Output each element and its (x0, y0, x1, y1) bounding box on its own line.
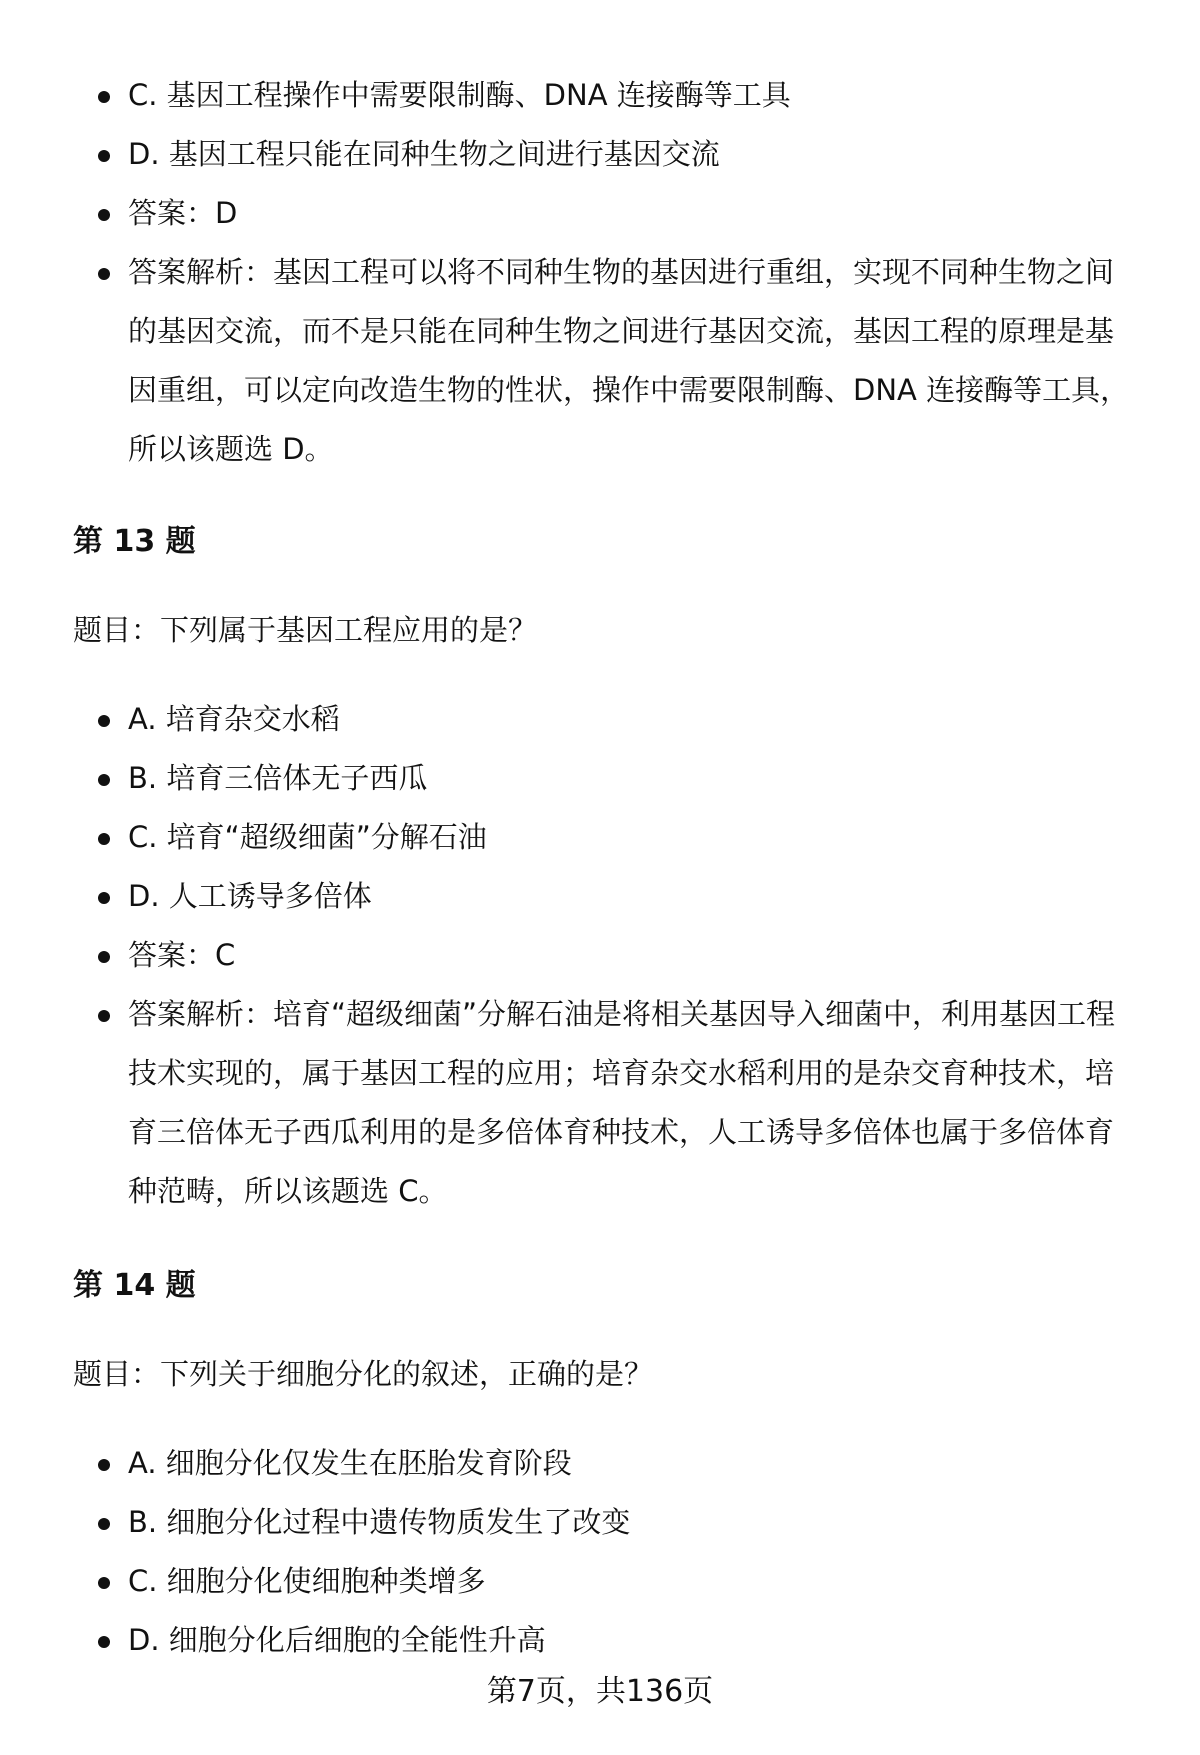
option-d-text: D. 细胞分化后细胞的全能性升高 (128, 1623, 546, 1657)
list-item (0, 867, 1200, 926)
list-item (0, 985, 1200, 1221)
question-14-prompt: 题目：下列关于细胞分化的叙述，正确的是？ (73, 1357, 654, 1391)
option-a-text: A. 细胞分化仅发生在胚胎发育阶段 (128, 1446, 572, 1480)
option-b-text: B. 培育三倍体无子西瓜 (128, 761, 428, 795)
question-13-prompt: 题目：下列属于基因工程应用的是？ (73, 613, 538, 647)
option-c-text: C. 培育“超级细菌”分解石油 (128, 820, 487, 854)
list-item (0, 1611, 1200, 1670)
bullet-icon (98, 951, 110, 963)
explanation-text: 答案解析：基因工程可以将不同种生物的基因进行重组，实现不同种生物之间的基因交流，而不是只能在同种生物之间进行基因交流，基因工程的原理是基因重组，可以定向改造生物的性状，操作中需要限制酶、DNA 连接酶等工具，所以该题选 D。 (128, 255, 1130, 466)
q12-continuation-list (0, 66, 1200, 479)
bullet-icon (98, 1636, 110, 1648)
bullet-icon (98, 1577, 110, 1589)
option-c-text: C. 基因工程操作中需要限制酶、DNA 连接酶等工具 (128, 78, 791, 112)
explanation-text: 答案解析：培育“超级细菌”分解石油是将相关基因导入细菌中，利用基因工程技术实现的，属于基因工程的应用；培育杂交水稻利用的是杂交育种技术，培育三倍体无子西瓜利用的是多倍体育种技术，人工诱导多倍体也属于多倍体育种范畴，所以该题选 C。 (128, 997, 1116, 1208)
option-b-text: B. 细胞分化过程中遗传物质发生了改变 (128, 1505, 631, 1539)
answer-text: 答案：D (128, 196, 238, 230)
list-item (0, 926, 1200, 985)
page-number: 第7页，共136页 (486, 1674, 714, 1709)
list-item (0, 1493, 1200, 1552)
bullet-icon (98, 1518, 110, 1530)
bullet-icon (98, 1010, 110, 1022)
bullet-icon (98, 833, 110, 845)
answer-text: 答案：C (128, 938, 236, 972)
option-a-text: A. 培育杂交水稻 (128, 702, 340, 736)
bullet-icon (98, 892, 110, 904)
bullet-icon (98, 715, 110, 727)
list-item (0, 66, 1200, 125)
question-13-options-list (0, 690, 1200, 1221)
question-13-heading: 第 13 题 (73, 524, 196, 559)
bullet-icon (98, 268, 110, 280)
list-item (0, 690, 1200, 749)
bullet-icon (98, 150, 110, 162)
list-item (0, 749, 1200, 808)
bullet-icon (98, 774, 110, 786)
list-item (0, 1552, 1200, 1611)
question-14-options-list (0, 1434, 1200, 1670)
list-item (0, 808, 1200, 867)
list-item (0, 243, 1200, 479)
bullet-icon (98, 91, 110, 103)
option-d-text: D. 基因工程只能在同种生物之间进行基因交流 (128, 137, 720, 171)
question-14-heading: 第 14 题 (73, 1268, 196, 1303)
option-d-text: D. 人工诱导多倍体 (128, 879, 372, 913)
list-item (0, 184, 1200, 243)
bullet-icon (98, 1459, 110, 1471)
bullet-icon (98, 209, 110, 221)
option-c-text: C. 细胞分化使细胞种类增多 (128, 1564, 486, 1598)
list-item (0, 1434, 1200, 1493)
list-item (0, 125, 1200, 184)
